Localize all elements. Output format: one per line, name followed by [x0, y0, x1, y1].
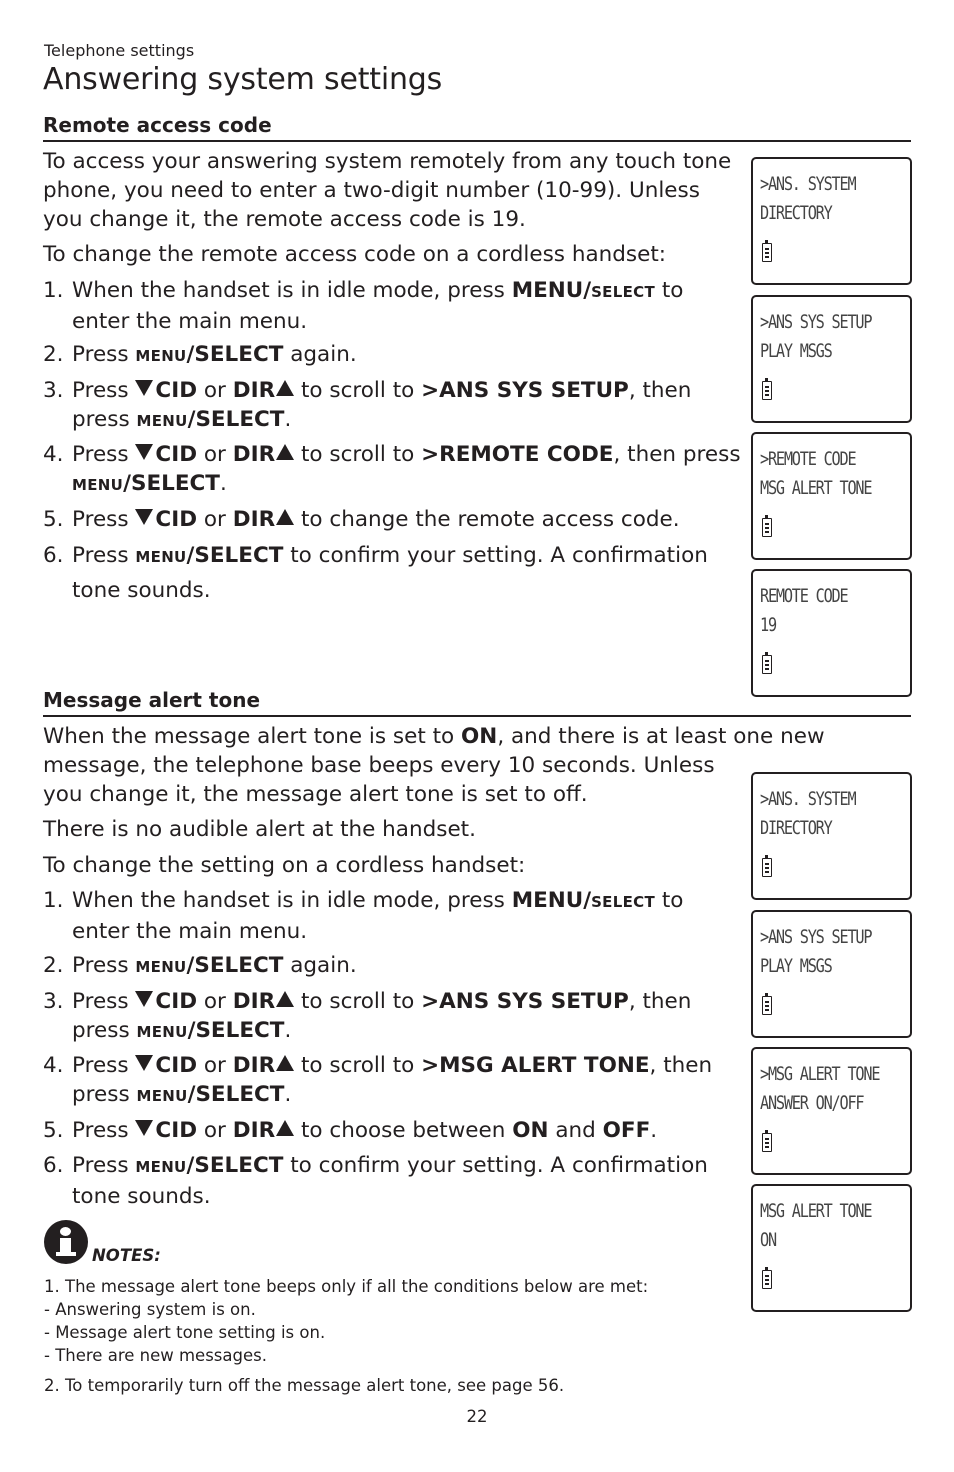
screen-line-1: >ANS SYS SETUP [760, 926, 872, 948]
step-text: or [197, 507, 233, 532]
note-item: 1. The message alert tone beeps only if all the conditions below are met: [44, 1277, 649, 1296]
step-text: tone sounds. [72, 1184, 211, 1209]
step-text: to [654, 888, 684, 913]
battery-icon [762, 996, 772, 1015]
note-item: - Answering system is on. [44, 1300, 256, 1319]
down-arrow-icon [135, 1055, 153, 1071]
step-text: or [197, 378, 233, 403]
screen-line-2: ON [760, 1229, 776, 1251]
battery-icon [762, 518, 772, 537]
alert-intro-line-2: message, the telephone base beeps every 10 seconds. Unless [43, 753, 715, 778]
step-number: 1. [43, 278, 64, 303]
screen-line-2: 19 [760, 614, 776, 636]
remote-intro-line-3: you change it, the remote access code is 19. [43, 207, 526, 232]
key-dir: DIR [232, 378, 276, 403]
screen-line-1: >ANS. SYSTEM [760, 788, 856, 810]
key-cid: CID [155, 1053, 198, 1078]
key-dir: DIR [232, 989, 276, 1014]
note-item: - Message alert tone setting is on. [44, 1323, 326, 1342]
remote-intro-line-1: To access your answering system remotely from any touch tone [43, 149, 732, 174]
step-text: or [197, 442, 233, 467]
key-cid: CID [155, 1118, 198, 1143]
step-text: , then [628, 989, 692, 1014]
up-arrow-icon [276, 380, 294, 396]
down-arrow-icon [135, 1120, 153, 1136]
step-text: When the handset is in idle mode, press [72, 278, 512, 303]
step-text: Press [72, 378, 136, 403]
step-number: 2. [43, 953, 64, 978]
battery-icon [762, 858, 772, 877]
step-text: to confirm your setting. A confirmation [283, 1153, 708, 1178]
screen-line-2: DIRECTORY [760, 202, 832, 224]
step-number: 4. [43, 1053, 64, 1078]
screen-line-2: DIRECTORY [760, 817, 832, 839]
step-text: tone sounds. [72, 578, 211, 603]
key-menu: MENU/ [511, 888, 592, 913]
key-menu: MENU [135, 1158, 187, 1176]
step-text: or [197, 989, 233, 1014]
battery-icon [762, 655, 772, 674]
step-text: . [284, 1018, 292, 1043]
step-number: 3. [43, 989, 64, 1014]
step-number: 1. [43, 888, 64, 913]
key-select: /SELECT [187, 1018, 285, 1043]
key-menu: MENU [135, 958, 187, 976]
step-text: . [650, 1118, 658, 1143]
key-menu: MENU [136, 1087, 188, 1105]
alert-no-audible: There is no audible alert at the handset. [43, 817, 476, 842]
screen-line-1: REMOTE CODE [760, 585, 848, 607]
up-arrow-icon [276, 991, 294, 1007]
key-cid: CID [155, 507, 198, 532]
step-text: or [197, 1118, 233, 1143]
note-item: - There are new messages. [44, 1346, 267, 1365]
page-title: Answering system settings [43, 62, 443, 97]
step-text: Press [72, 507, 136, 532]
step-text: enter the main menu. [72, 919, 308, 944]
up-arrow-icon [276, 1055, 294, 1071]
info-icon [44, 1220, 88, 1264]
key-select: /SELECT [186, 953, 284, 978]
key-select: /SELECT [186, 342, 284, 367]
intro-text: When the message alert tone is set to [43, 724, 462, 749]
key-dir: DIR [232, 1118, 276, 1143]
step-text: to choose between [294, 1118, 513, 1143]
step-number: 6. [43, 543, 64, 568]
page-number: 22 [466, 1407, 488, 1426]
step-text: . [219, 471, 227, 496]
step-text: to [654, 278, 684, 303]
step-text: . [284, 1082, 292, 1107]
screen-line-2: MSG ALERT TONE [760, 477, 872, 499]
screen-line-2: ANSWER ON/OFF [760, 1092, 864, 1114]
up-arrow-icon [276, 444, 294, 460]
step-text: Press [72, 543, 136, 568]
step-text: again. [283, 953, 357, 978]
down-arrow-icon [135, 444, 153, 460]
key-select: /SELECT [186, 1153, 284, 1178]
step-text: to confirm your setting. A confirmation [283, 543, 708, 568]
handset-screen-msg-alert-menu [751, 1047, 912, 1175]
intro-text: , and there is at least one new [497, 724, 825, 749]
step-text: Press [72, 989, 136, 1014]
key-cid: CID [155, 378, 198, 403]
step-number: 5. [43, 1118, 64, 1143]
step-text: enter the main menu. [72, 309, 308, 334]
screen-line-1: >ANS. SYSTEM [760, 173, 856, 195]
battery-icon [762, 381, 772, 400]
key-select: /SELECT [187, 407, 285, 432]
section-heading-remote-access-code: Remote access code [43, 113, 911, 142]
step-text: to scroll to [294, 989, 422, 1014]
breadcrumb: Telephone settings [44, 41, 195, 60]
section-heading-message-alert-tone: Message alert tone [43, 688, 911, 717]
key-select: /SELECT [186, 543, 284, 568]
key-menu: MENU [72, 476, 124, 494]
key-cid: CID [155, 442, 198, 467]
step-text: Press [72, 1153, 136, 1178]
screen-line-1: >REMOTE CODE [760, 448, 856, 470]
step-number: 3. [43, 378, 64, 403]
step-text: Press [72, 1118, 136, 1143]
step-number: 5. [43, 507, 64, 532]
alert-lead: To change the setting on a cordless handset: [43, 853, 526, 878]
step-number: 6. [43, 1153, 64, 1178]
key-cid: CID [155, 989, 198, 1014]
key-menu: MENU [136, 412, 188, 430]
handset-screen-ans-system [751, 157, 912, 285]
step-text: , then [628, 378, 692, 403]
handset-screen-ans-system [751, 772, 912, 900]
step-text: press [72, 407, 137, 432]
key-menu: MENU/ [511, 278, 592, 303]
up-arrow-icon [276, 1120, 294, 1136]
step-text: or [197, 1053, 233, 1078]
battery-icon [762, 1133, 772, 1152]
step-text: to scroll to [294, 1053, 422, 1078]
step-text: and [548, 1118, 603, 1143]
remote-lead: To change the remote access code on a cordless handset: [43, 242, 667, 267]
handset-screen-remote-code-menu [751, 432, 912, 560]
step-text: . [284, 407, 292, 432]
key-dir: DIR [232, 1053, 276, 1078]
handset-screen-ans-sys-setup [751, 295, 912, 423]
step-text: When the handset is in idle mode, press [72, 888, 512, 913]
screen-line-1: MSG ALERT TONE [760, 1200, 872, 1222]
step-text: press [72, 1082, 137, 1107]
battery-icon [762, 1270, 772, 1289]
screen-line-2: PLAY MSGS [760, 955, 832, 977]
remote-intro-line-2: phone, you need to enter a two-digit number (10-99). Unless [43, 178, 700, 203]
step-text: , then [649, 1053, 713, 1078]
battery-icon [762, 243, 772, 262]
down-arrow-icon [135, 380, 153, 396]
handset-screen-remote-code-value [751, 569, 912, 697]
key-menu: MENU [135, 548, 187, 566]
menu-target: >MSG ALERT TONE [421, 1053, 650, 1078]
key-select: SELECT [591, 893, 655, 911]
step-text: again. [283, 342, 357, 367]
option-off: OFF [602, 1118, 651, 1143]
step-text: to scroll to [294, 442, 422, 467]
step-text: Press [72, 342, 136, 367]
intro-on: ON [461, 724, 498, 749]
screen-line-1: >ANS SYS SETUP [760, 311, 872, 333]
step-text: , then press [613, 442, 741, 467]
note-item: 2. To temporarily turn off the message alert tone, see page 56. [44, 1376, 565, 1395]
step-text: press [72, 1018, 137, 1043]
alert-intro-line-1 [43, 722, 825, 751]
handset-screen-ans-sys-setup [751, 910, 912, 1038]
screen-line-2: PLAY MSGS [760, 340, 832, 362]
notes-label: NOTES: [92, 1246, 161, 1265]
step-text: Press [72, 953, 136, 978]
down-arrow-icon [135, 509, 153, 525]
step-text: Press [72, 1053, 136, 1078]
key-dir: DIR [232, 507, 276, 532]
up-arrow-icon [276, 509, 294, 525]
handset-screen-msg-alert-value [751, 1184, 912, 1312]
menu-target: >ANS SYS SETUP [421, 378, 629, 403]
alert-intro-line-3: you change it, the message alert tone is set to off. [43, 782, 588, 807]
key-select: /SELECT [187, 1082, 285, 1107]
key-dir: DIR [232, 442, 276, 467]
menu-target: >REMOTE CODE [421, 442, 614, 467]
step-text: Press [72, 442, 136, 467]
key-select: /SELECT [123, 471, 220, 496]
key-menu: MENU [135, 347, 187, 365]
screen-line-1: >MSG ALERT TONE [760, 1063, 880, 1085]
step-number: 2. [43, 342, 64, 367]
menu-target: >ANS SYS SETUP [421, 989, 629, 1014]
step-text: to scroll to [294, 378, 422, 403]
step-text: to change the remote access code. [294, 507, 680, 532]
option-on: ON [512, 1118, 549, 1143]
key-menu: MENU [136, 1023, 188, 1041]
down-arrow-icon [135, 991, 153, 1007]
step-number: 4. [43, 442, 64, 467]
key-select: SELECT [591, 283, 655, 301]
